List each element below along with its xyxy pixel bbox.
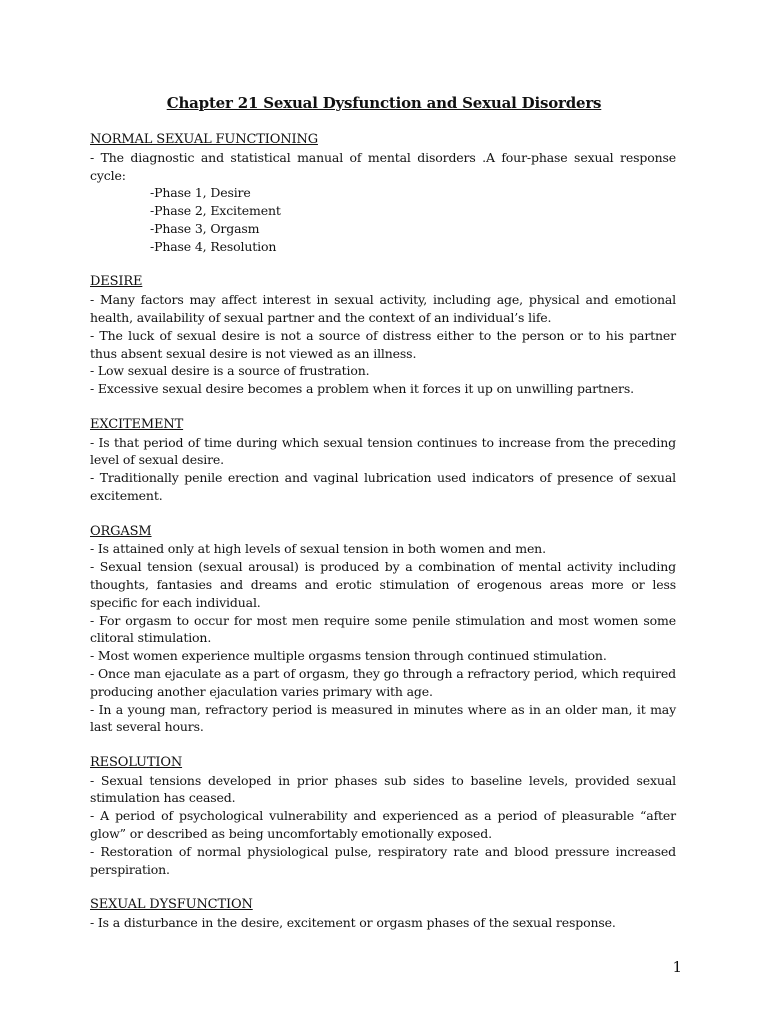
paragraph: - For orgasm to occur for most men require some penile stimulation and most women some clitoral stimulation. xyxy=(90,612,676,646)
paragraph: - Many factors may affect interest in sexual activity, including age, physical and emotional health, availability of sexual partner and the context of an individual’s life. xyxy=(90,292,676,325)
section-excitement xyxy=(90,416,676,505)
paragraph: - Traditionally penile erection and vaginal lubrication used indicators of presence of sexual excitement. xyxy=(90,470,676,503)
paragraph: - A period of psychological vulnerability and experienced as a period of pleasurable “after glow” or described as being uncomfortably emotionally exposed. xyxy=(90,808,676,842)
phase-item: -Phase 1, Desire xyxy=(150,185,251,201)
phase-item: -Phase 3, Orgasm xyxy=(150,220,260,236)
paragraph: - Most women experience multiple orgasms tension through continued stimulation. xyxy=(90,648,607,664)
paragraph: - Sexual tensions developed in prior phases sub sides to baseline levels, provided sexual stimulation has ceased. xyxy=(90,772,676,806)
paragraph: - Excessive sexual desire becomes a problem when it forces it up on unwilling partners. xyxy=(90,381,634,397)
section-heading: DESIRE xyxy=(90,274,143,290)
section-heading: NORMAL SEXUAL FUNCTIONING xyxy=(90,132,318,147)
page-number: 1 xyxy=(672,958,682,976)
document-body xyxy=(90,131,676,950)
section-desire xyxy=(90,273,676,398)
section-heading: ORGASM xyxy=(90,523,152,539)
section-resolution xyxy=(90,754,676,879)
section-heading: EXCITEMENT xyxy=(90,416,184,432)
paragraph: - Restoration of normal physiological pulse, respiratory rate and blood pressure increased perspiration. xyxy=(90,843,676,877)
paragraph: - Is attained only at high levels of sexual tension in both women and men. xyxy=(90,541,546,557)
paragraph: - Low sexual desire is a source of frustration. xyxy=(90,363,370,379)
paragraph: - Is that period of time during which sexual tension continues to increase from the preceding level of sexual desire. xyxy=(90,434,676,468)
paragraph: - The luck of sexual desire is not a source of distress either to the person or to his partner thus absent sexual desire is not viewed as an illness. xyxy=(90,327,676,361)
section-sexual-dysfunction xyxy=(90,896,676,932)
chapter-title: Chapter 21 Sexual Dysfunction and Sexual Disorders xyxy=(166,94,602,112)
section-normal-sexual-functioning xyxy=(90,131,676,256)
paragraph: - Sexual tension (sexual arousal) is produced by a combination of mental activity including thoughts, fantasies and dreams and erotic stimulation of erogenous areas more or less specific for each individual. xyxy=(90,559,676,610)
paragraph: - In a young man, refractory period is measured in minutes where as in an older man, it may last several hours. xyxy=(90,701,676,735)
section-orgasm xyxy=(90,523,676,737)
section-heading: SEXUAL DYSFUNCTION xyxy=(90,897,253,913)
paragraph: - Once man ejaculate as a part of orgasm, they go through a refractory period, which required producing another ejaculation varies primary with age. xyxy=(90,665,676,699)
section-heading: RESOLUTION xyxy=(90,754,183,770)
phase-item: -Phase 4, Resolution xyxy=(150,238,277,254)
paragraph: - The diagnostic and statistical manual of mental disorders .A four-phase sexual response cycle: xyxy=(90,149,676,183)
phase-item: -Phase 2, Excitement xyxy=(150,203,281,219)
paragraph: - Is a disturbance in the desire, excitement or orgasm phases of the sexual response. xyxy=(90,915,616,931)
